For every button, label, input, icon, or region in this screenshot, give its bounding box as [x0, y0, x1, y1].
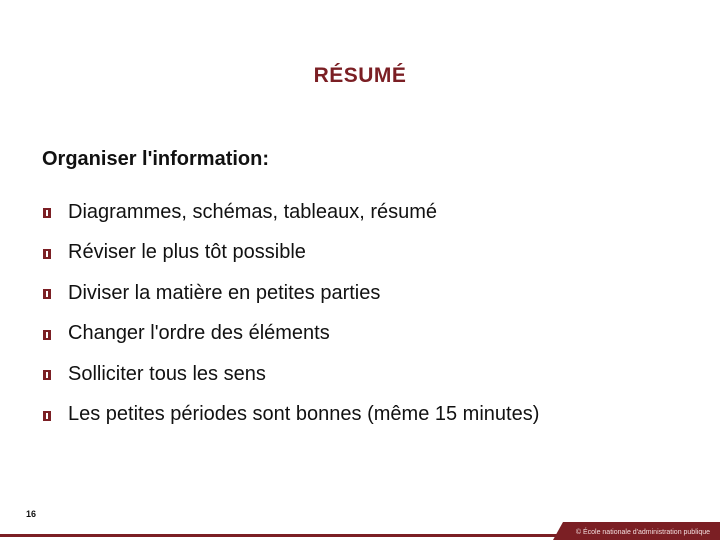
list-item-text: Les petites périodes sont bonnes (même 15 minutes) — [68, 403, 540, 426]
list-item — [42, 354, 539, 395]
footer-bar — [0, 522, 720, 540]
list-item-text: Réviser le plus tôt possible — [68, 241, 306, 264]
square-bullet-icon — [42, 289, 52, 299]
slide-title — [0, 64, 720, 88]
square-bullet-icon — [42, 370, 52, 380]
footer-copyright: © École nationale d'administration publique — [575, 529, 710, 536]
list-item — [42, 192, 539, 233]
slide-title-text: RÉSUMÉ — [313, 64, 407, 87]
list-item — [42, 314, 539, 355]
square-bullet-icon — [42, 249, 52, 259]
list-item-text: Diviser la matière en petites parties — [68, 281, 381, 304]
square-bullet-icon — [42, 330, 52, 340]
page-number: 16 — [26, 509, 37, 519]
footer-wedge — [553, 522, 563, 540]
list-item-text: Changer l'ordre des éléments — [68, 322, 330, 345]
list-item — [42, 233, 539, 274]
bullet-list — [42, 192, 539, 435]
footer-block — [563, 522, 720, 540]
slide-subtitle: Organiser l'information: — [42, 148, 270, 170]
square-bullet-icon — [42, 208, 52, 218]
list-item-text: Diagrammes, schémas, tableaux, résumé — [68, 200, 438, 223]
list-item-text: Solliciter tous les sens — [68, 362, 266, 385]
list-item — [42, 273, 539, 314]
list-item — [42, 395, 539, 436]
square-bullet-icon — [42, 411, 52, 421]
footer-line — [0, 534, 560, 537]
